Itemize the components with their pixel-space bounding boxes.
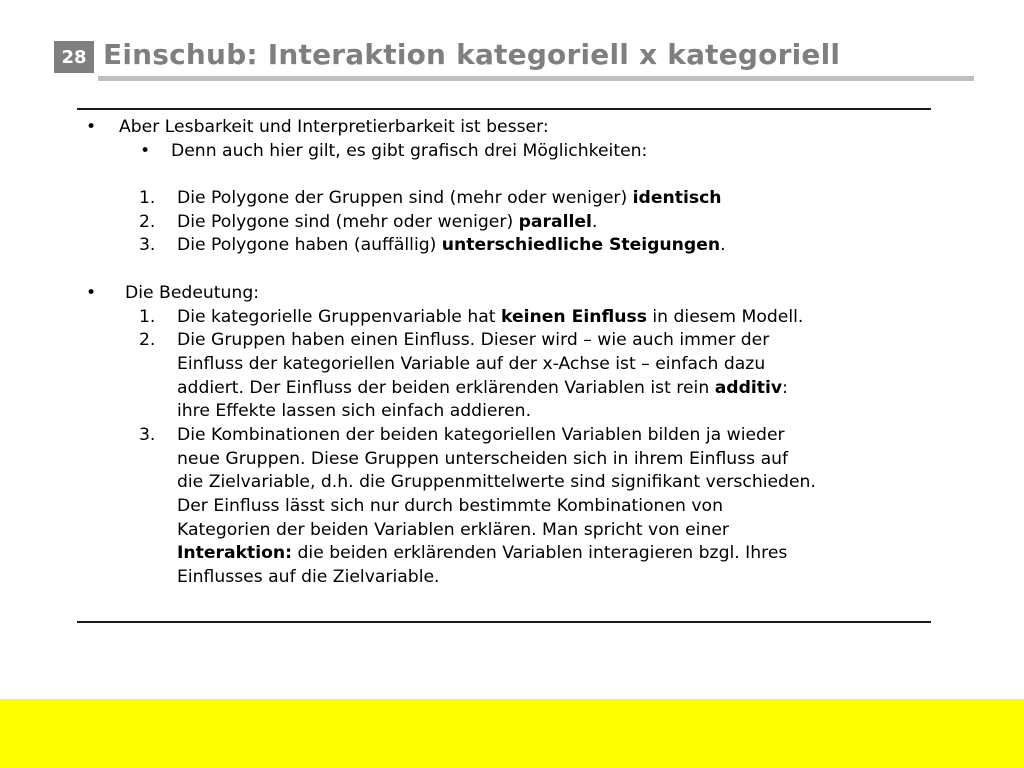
meaning-item-2-cont [0, 353, 1024, 377]
meaning-item-2-cont [0, 400, 1024, 424]
bullet-glyph: • [86, 117, 97, 137]
emphasis: identisch [632, 188, 722, 209]
emphasis: Interaktion: [177, 543, 293, 564]
bullet-intro [0, 116, 1024, 140]
list-text: Die Polygone haben (auffällig) unterschiedliche Steigungen. [177, 235, 726, 256]
list-text: Die Gruppen haben einen Einfluss. Dieser wird – wie auch immer der [177, 330, 770, 351]
emphasis: additiv [714, 377, 783, 398]
possibility-item-1 [0, 187, 1024, 211]
footer-band [0, 699, 1024, 768]
list-text: addiert. Der Einfluss der beiden erklärenden Variablen ist rein additiv: [177, 377, 788, 398]
emphasis: parallel [518, 211, 592, 232]
bullet-glyph: • [140, 140, 151, 161]
content-top-rule [77, 108, 931, 110]
meaning-item-1 [0, 306, 1024, 330]
meaning-item-3-cont [0, 519, 1024, 543]
list-text: neue Gruppen. Diese Gruppen unterscheiden sich in ihrem Einfluss auf [177, 448, 789, 469]
meaning-item-3-cont [0, 542, 1024, 566]
list-text: Kategorien der beiden Variablen erklären. Man spricht von einer [177, 519, 729, 540]
meaning-item-3-cont [0, 448, 1024, 472]
bullet-meaning [0, 282, 1024, 306]
list-number: 1. [139, 188, 156, 209]
list-text: ihre Effekte lassen sich einfach addieren. [177, 401, 532, 422]
slide-content [0, 116, 1024, 590]
possibility-item-3 [0, 234, 1024, 258]
list-number: 2. [139, 211, 156, 232]
list-number: 3. [139, 235, 156, 256]
emphasis: unterschiedliche Steigungen [441, 235, 721, 256]
bullet-glyph: • [86, 282, 97, 303]
list-text: Die Polygone sind (mehr oder weniger) parallel. [177, 211, 598, 232]
list-number: 1. [139, 306, 156, 327]
spacer [0, 258, 1024, 282]
intro-text: Aber Lesbarkeit und Interpretierbarkeit ist besser: [119, 117, 549, 137]
meaning-item-2 [0, 329, 1024, 353]
slide-title: Einschub: Interaktion kategoriell x kategoriell [103, 38, 841, 71]
list-text: Einflusses auf die Zielvariable. [177, 567, 440, 588]
meaning-item-3-cont [0, 566, 1024, 590]
meaning-heading: Die Bedeutung: [125, 282, 260, 303]
sub-intro-text: Denn auch hier gilt, es gibt grafisch drei Möglichkeiten: [171, 140, 648, 161]
meaning-item-2-cont [0, 377, 1024, 401]
list-text: Die kategorielle Gruppenvariable hat keinen Einfluss in diesem Modell. [177, 306, 804, 327]
spacer [0, 163, 1024, 187]
meaning-item-3 [0, 424, 1024, 448]
bullet-sub-intro [0, 140, 1024, 164]
list-number: 2. [139, 330, 156, 351]
possibility-item-2 [0, 211, 1024, 235]
emphasis: keinen Einfluss [500, 306, 647, 327]
meaning-item-3-cont [0, 471, 1024, 495]
meaning-item-3-cont [0, 495, 1024, 519]
list-text: Der Einfluss lässt sich nur durch bestimmte Kombinationen von [177, 496, 723, 516]
list-number: 3. [139, 424, 156, 445]
list-text: Die Polygone der Gruppen sind (mehr oder weniger) identisch [177, 188, 722, 209]
list-text: Einfluss der kategoriellen Variable auf der x-Achse ist – einfach dazu [177, 353, 766, 374]
content-bottom-rule [77, 621, 931, 623]
list-text: Die Kombinationen der beiden kategoriellen Variablen bilden ja wieder [177, 424, 785, 445]
list-text: die Zielvariable, d.h. die Gruppenmittelwerte sind signifikant verschieden. [177, 472, 816, 493]
list-text: Interaktion: die beiden erklärenden Variablen interagieren bzgl. Ihres [177, 543, 788, 564]
page-number-badge: 28 [54, 41, 94, 73]
title-underline [98, 76, 974, 81]
